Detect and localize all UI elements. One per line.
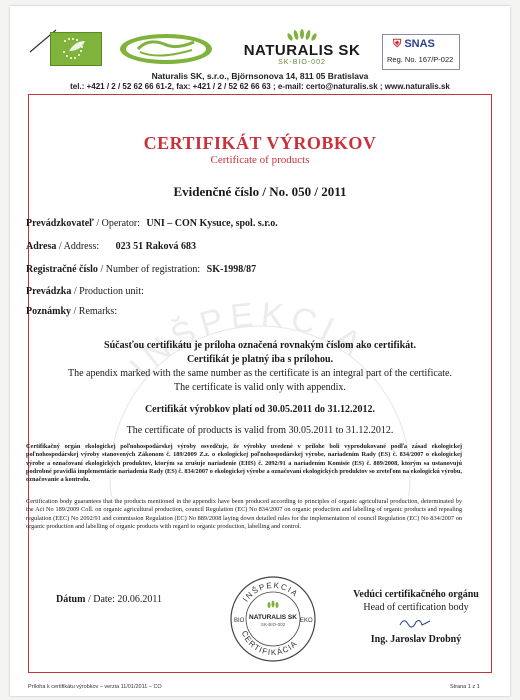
leaves-icon — [282, 28, 322, 42]
company-address: Naturalis SK, s.r.o., Björnsonova 14, 811 05 Bratislava — [151, 71, 369, 81]
remarks-label-en: / Remarks: — [71, 306, 118, 317]
brand-name: NATURALIS SK — [243, 42, 361, 59]
certification-statement-en: Certification body guarantees that the products mentioned in the appendix have been produced according to principles of organic agricultural production, determinated by the Act No 189/2009 Coll. on organic agricultural production, council Regulation (EC) No 834/2007 on organic production and labelling of organic products and repealing regulation (EEC) No 2092/91 and commission Regulation (EC) No 889/2008 laying down detailed rules for the implementation of council Regulation (EC) No 834/2007 on organic production and labelling of organic products with regard to organic production, labelling and control. — [26, 498, 462, 530]
company-contacts: tel.: +421 / 2 / 52 62 66 61-2, fax: +421 / 2 / 52 62 66 63 ; e-mail: certo@naturalis.sk ; www.naturalis.sk — [70, 82, 450, 91]
appendix-en-line1: The apendix marked with the same number as the certificate is an integral part of the certificate. — [68, 368, 452, 379]
shield-icon: ⛨ — [393, 38, 402, 50]
naturalis-brand — [232, 30, 372, 66]
operator-label-sk: Prevádzkovateľ — [26, 218, 94, 229]
stamp-center-name: NATURALIS SK — [249, 614, 297, 621]
snas-accreditation-box — [382, 34, 460, 70]
header-logos — [10, 6, 510, 70]
head-title-sk: Vedúci certifikačného orgánu — [353, 589, 479, 600]
handwritten-signature — [396, 614, 436, 630]
operator-value: UNI – CON Kysuce, spol. s.r.o. — [146, 218, 278, 229]
stamp-bottom-text: CERTIFIKÁCIA — [239, 629, 300, 658]
watermark-text: INŠPEKCIA — [122, 296, 373, 386]
stamp-left-text: BIO — [234, 618, 245, 624]
stamp-right-text: EKO — [300, 618, 313, 624]
certificate-title: CERTIFIKÁT VÝROBKOV — [143, 133, 377, 153]
snas-reg-number: Reg. No. 167/P-022 — [387, 55, 454, 64]
registration-label-en: / Number of registration: — [97, 264, 201, 275]
operator-field — [26, 218, 278, 229]
appendix-sk-line2: Certifikát je platný iba s prílohou. — [186, 354, 334, 365]
snas-logo-text: SNAS — [404, 38, 435, 50]
remarks-field — [26, 306, 117, 317]
date-value: / Date: 20.06.2011 — [85, 594, 163, 605]
stamp-leaves-icon — [268, 601, 279, 609]
evidence-number: Evidenčné číslo / No. 050 / 2011 — [173, 184, 347, 199]
signatory-name: Ing. Jaroslav Drobný — [370, 634, 462, 645]
production-unit-label-en: / Production unit: — [71, 286, 144, 297]
certification-statement-sk: Certifikačný orgán ekologickej poľnohospodárskej výroby osvedčuje, že výrobky uvedené v prílohe boli vyprodukované podľa zásad ekologickej poľnohospodárskej výroby stanovených Zákonom č. 189/2009 Z.z. o ekologickej poľnohospodárskej výrobe, nariadením Rady (ES) č. 834/2007 o ekologickej výrobe a označovaní ekologických produktov, ktorým sa zrušuje nariadenie (EHS) č. 2092/91 a nariadením Komisie (ES) č. 889/2008, ktorým sa ustanovujú podrobné pravidlá implementácie nariadenia Rady (ES) č. 834/2007 o ekologickej výrobe a označovaní ekologických produktov so zreteľom na ekologickú výrobu, označovanie a kontrolu. — [26, 443, 462, 484]
address-label-sk: Adresa — [26, 241, 57, 252]
validity-sk: Certifikát výrobkov platí od 30.05.2011 do 31.12.2012. — [144, 404, 376, 415]
eko-logo — [118, 32, 214, 66]
operator-label-en: / Operator: — [93, 218, 140, 229]
registration-label-sk: Registračné číslo — [26, 264, 98, 275]
registration-field — [26, 264, 256, 275]
appendix-sk-line1: Súčasťou certifikátu je príloha označená rovnakým číslom ako certifikát. — [104, 340, 416, 351]
certificate-subtitle: Certificate of products — [210, 154, 310, 166]
footer-page: Strana 1 z 1 — [450, 684, 480, 690]
eu-organic-logo — [50, 32, 102, 66]
date-field — [56, 594, 162, 605]
date-label: Dátum — [56, 594, 86, 605]
address-label-en: / Address: — [56, 241, 100, 252]
address-value: 023 51 Raková 683 — [115, 241, 196, 252]
brand-code: SK-BIO-002 — [278, 59, 326, 66]
stamp-top-text: INŠPEKCIA — [241, 580, 301, 604]
production-unit-field — [26, 286, 144, 297]
address-field — [26, 241, 196, 252]
production-unit-label-sk: Prevádzka — [26, 286, 72, 297]
validity-en: The certificate of products is valid from 30.05.2011 to 31.12.2012. — [126, 425, 394, 436]
registration-value: SK-1998/87 — [206, 264, 257, 275]
head-title-en: Head of certification body — [363, 602, 469, 613]
stamp-center-code: SK-BIO-002 — [260, 622, 286, 627]
remarks-label-sk: Poznámky — [26, 306, 71, 317]
naturalis-stamp — [228, 574, 318, 664]
footer-version: Príloha k certifikátu výrobkov – verzia 11/01/2011 – CO — [28, 684, 162, 690]
snas-logo — [393, 38, 435, 51]
appendix-en-line2: The certificate is valid only with appendix. — [174, 382, 346, 393]
certificate-sheet — [10, 6, 510, 696]
